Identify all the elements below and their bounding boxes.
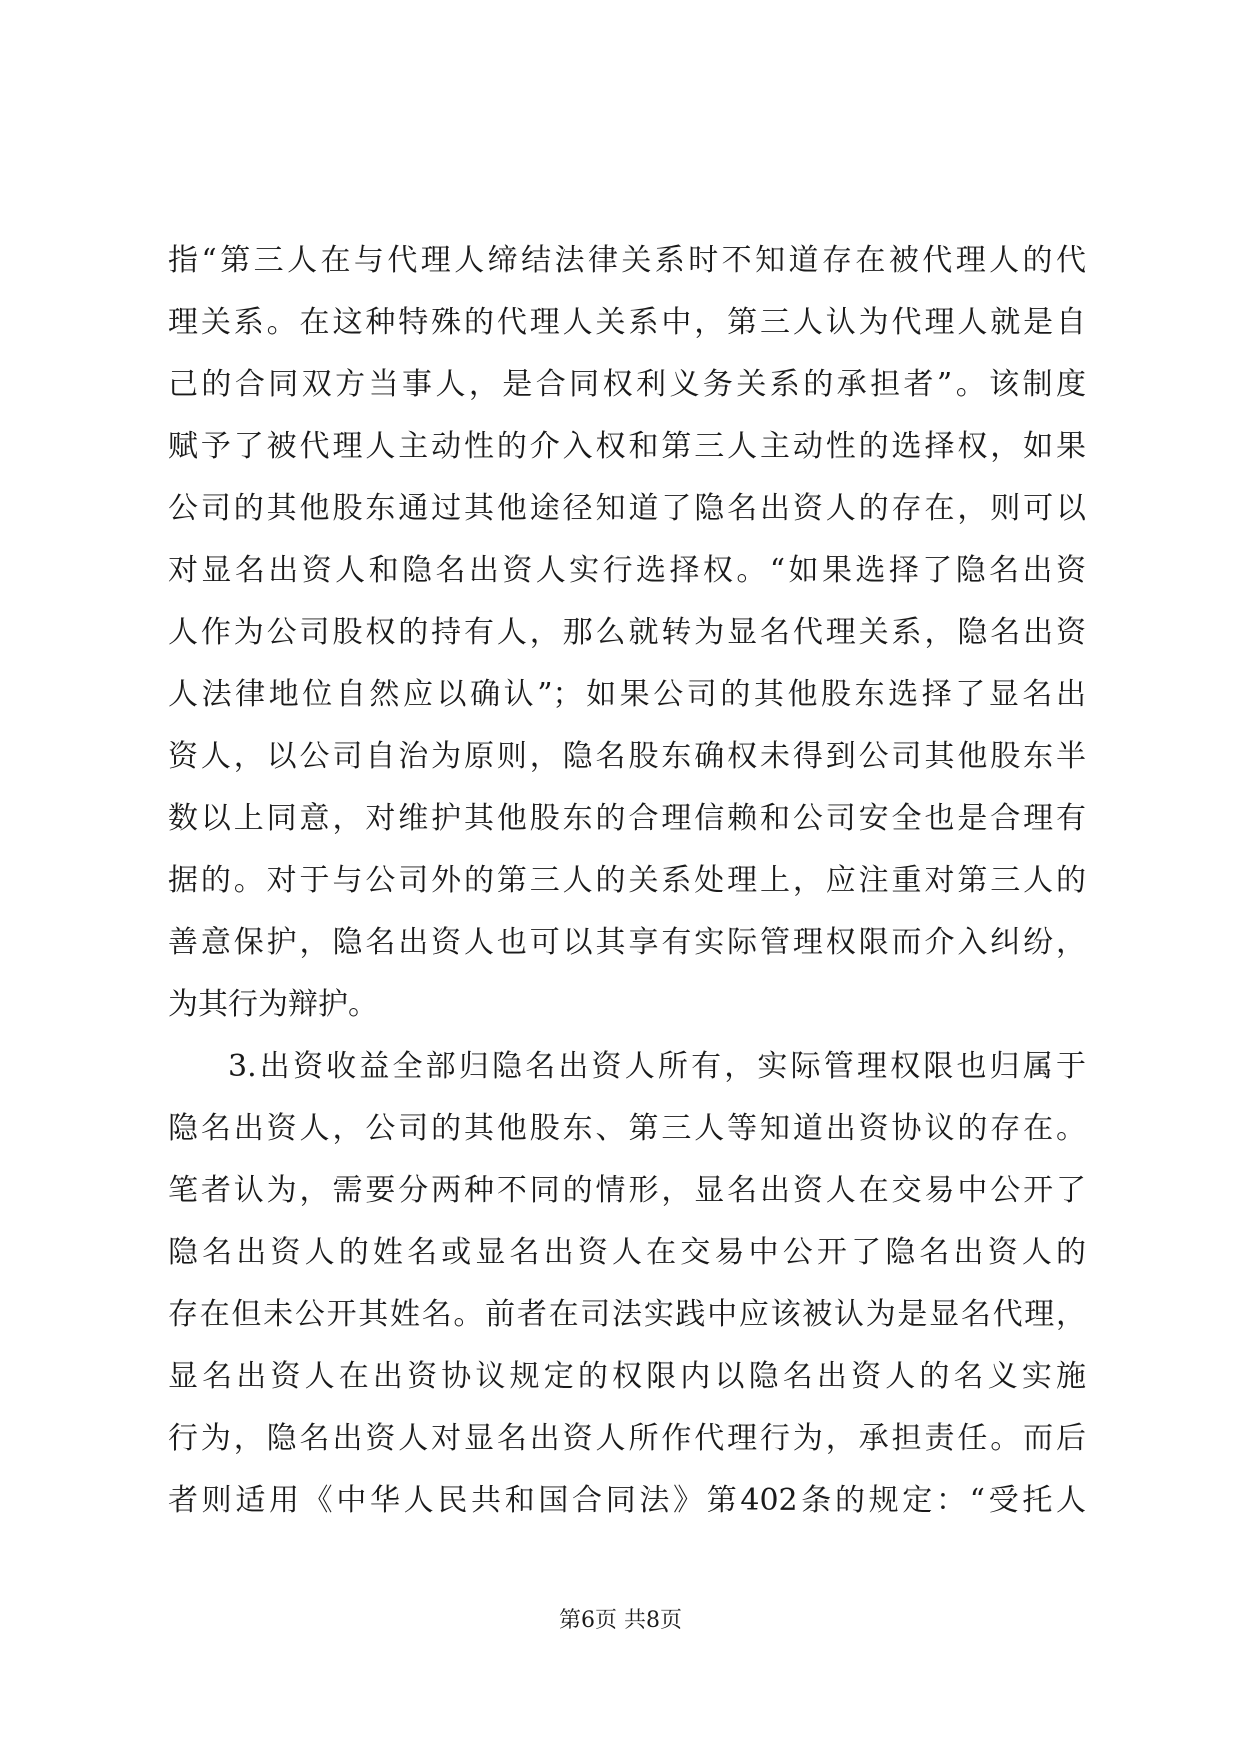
text-line: 据的。对于与公司外的第三人的关系处理上，应注重对第三人的 <box>168 863 1086 898</box>
page-number: 第6页 共8页 <box>559 1608 682 1633</box>
text-line: 公司的其他股东通过其他途径知道了隐名出资人的存在，则可以 <box>168 491 1086 526</box>
text-line: 行为，隐名出资人对显名出资人所作代理行为，承担责任。而后 <box>168 1421 1086 1456</box>
text-line: 己的合同双方当事人，是合同权利义务关系的承担者”。该制度 <box>168 367 1086 402</box>
text-line: 对显名出资人和隐名出资人实行选择权。“如果选择了隐名出资 <box>168 553 1086 588</box>
text-line: 指“第三人在与代理人缔结法律关系时不知道存在被代理人的代 <box>168 243 1086 278</box>
text-line: 资人，以公司自治为原则，隐名股东确权未得到公司其他股东半 <box>168 739 1086 774</box>
text-line: 笔者认为，需要分两种不同的情形，显名出资人在交易中公开了 <box>168 1173 1086 1208</box>
text-line: 存在但未公开其姓名。前者在司法实践中应该被认为是显名代理， <box>168 1297 1086 1332</box>
text-line: 人作为公司股权的持有人，那么就转为显名代理关系，隐名出资 <box>168 615 1086 650</box>
text-line: 隐名出资人的姓名或显名出资人在交易中公开了隐名出资人的 <box>168 1235 1086 1270</box>
body-text <box>168 230 1086 1532</box>
text-line: 为其行为辩护。 <box>168 987 378 1022</box>
text-line: 善意保护，隐名出资人也可以其享有实际管理权限而介入纠纷， <box>168 925 1086 960</box>
page-footer <box>0 1606 1241 1636</box>
text-line: 者则适用《中华人民共和国合同法》第402条的规定：“受托人 <box>168 1483 1086 1518</box>
text-line: 显名出资人在出资协议规定的权限内以隐名出资人的名义实施 <box>168 1359 1086 1394</box>
text-line: 3.出资收益全部归隐名出资人所有，实际管理权限也归属于 <box>228 1049 1086 1084</box>
text-line: 数以上同意，对维护其他股东的合理信赖和公司安全也是合理有 <box>168 801 1086 836</box>
text-line: 人法律地位自然应以确认”；如果公司的其他股东选择了显名出 <box>168 677 1086 712</box>
text-line: 赋予了被代理人主动性的介入权和第三人主动性的选择权，如果 <box>168 429 1086 464</box>
text-line: 隐名出资人，公司的其他股东、第三人等知道出资协议的存在。 <box>168 1111 1086 1146</box>
text-line: 理关系。在这种特殊的代理人关系中，第三人认为代理人就是自 <box>168 305 1086 340</box>
